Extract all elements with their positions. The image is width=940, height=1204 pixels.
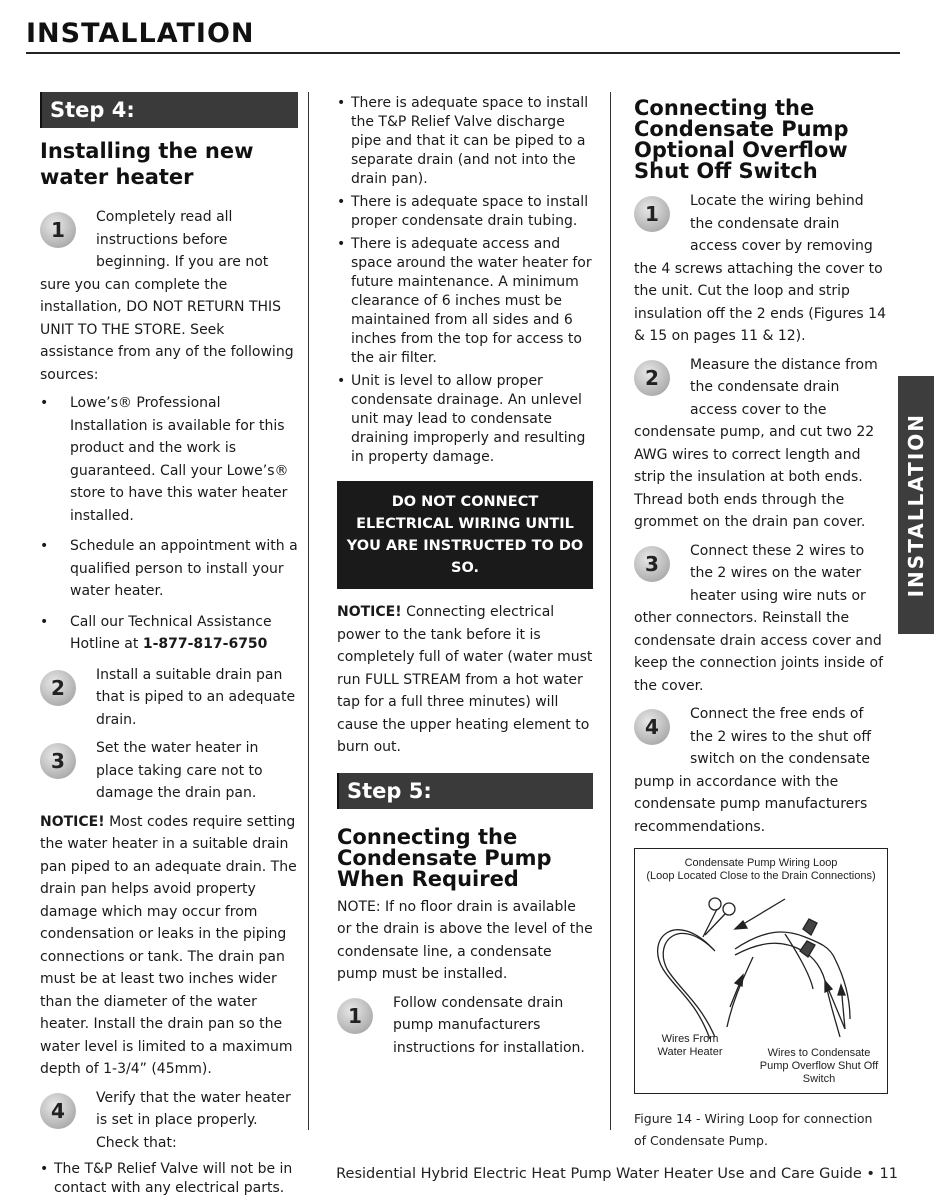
- list-item: • There is adequate access and space around the water heater for future maintenance. A minimum clearance of 6 inches must be maintained from all sides and 6 inches from the top for access to the air filter.: [337, 235, 593, 368]
- step-text: Locate the wiring behind the condensate drain access cover by removing the 4 screws attaching the cover to the unit. Cut the loop and strip insulation off the 2 ends (Figures 14 & 15 on pages 11 & 12).: [634, 193, 886, 344]
- figure-caption: Figure 14 - Wiring Loop for connection of Condensate Pump.: [634, 1111, 873, 1148]
- list-item: • There is adequate space to install the T&P Relief Valve discharge pipe and that it can be piped to a separate drain (and not into the drain pan).: [337, 94, 593, 189]
- list-item: • Unit is level to allow proper condensate drainage. An unlevel unit may lead to condensate draining improperly and resulting in property damage.: [337, 372, 593, 467]
- step-text: Connect these 2 wires to the 2 wires on the water heater using wire nuts or other connectors. Reinstall the condensate drain access cover and keep the connection joints inside of the cover.: [634, 542, 884, 694]
- number-badge-icon: 1: [634, 196, 670, 232]
- number-badge-icon: 4: [40, 1093, 76, 1129]
- notice-label: NOTICE!: [40, 813, 105, 830]
- step-text: Set the water heater in place taking care not to damage the drain pan.: [96, 740, 263, 801]
- number-badge-icon: 2: [634, 360, 670, 396]
- figure-label-right: Wires to Condensate Pump Overflow Shut Off Switch: [759, 1047, 879, 1085]
- hotline-phone: 1-877-817-6750: [142, 636, 268, 652]
- assistance-list: [40, 392, 298, 656]
- section-title-installing: Installing the new water heater: [40, 139, 254, 189]
- column-1: [40, 92, 298, 1204]
- list-item: • Schedule an appointment with a qualified person to install your water heater.: [40, 535, 298, 603]
- check-list-continued: [337, 94, 593, 467]
- figure-label-left: Wires From Water Heater: [657, 1033, 723, 1058]
- wiring-loop-figure: [634, 848, 888, 1094]
- column-2: [337, 92, 593, 1065]
- hotline-text: Call our Technical Assistance Hotline at: [70, 613, 272, 652]
- notice-label: NOTICE!: [337, 604, 402, 620]
- step-item-2: [40, 664, 298, 732]
- step-text: Connect the free ends of the 2 wires to the shut off switch on the condensate pump in accordance with the condensate pump manufacturers recommendations.: [634, 706, 872, 835]
- column-3: [634, 92, 888, 1152]
- step-text: Follow condensate drain pump manufacturers instructions for installation.: [393, 994, 585, 1056]
- number-badge-icon: 2: [40, 670, 76, 706]
- number-badge-icon: 1: [40, 212, 76, 248]
- step-item-4: [40, 1087, 298, 1155]
- number-badge-icon: 3: [634, 546, 670, 582]
- note-paragraph: NOTE: If no floor drain is available or the drain is above the level of the condensate line, a condensate pump must be installed.: [337, 898, 593, 982]
- step-text: Measure the distance from the condensate drain access cover to the condensate pump, and cut two 22 AWG wires to correct length and strip the insulation at both ends. Thread both ends through the grommet on the drain pan cover.: [634, 356, 878, 530]
- notice-paragraph: [337, 601, 593, 759]
- section-title-overflow-switch: Connecting the Condensate Pump Optional Overflow Shut Off Switch: [634, 96, 849, 183]
- figure-title: [635, 857, 887, 883]
- step-item-3: [634, 540, 888, 698]
- step-item-2: [634, 354, 888, 534]
- number-badge-icon: 4: [634, 709, 670, 745]
- section-title-condensate-pump: Connecting the Condensate Pump When Required: [337, 824, 552, 891]
- step-4-banner: Step 4:: [40, 92, 298, 128]
- side-tab-installation: [898, 376, 934, 634]
- list-item: [40, 611, 298, 656]
- notice-text: Most codes require setting the water heater in a suitable drain pan piped to an adequate drain. The drain pan helps avoid property damage which may occur from condensation or leaks in the piping connections or tank. The drain pan must be at least two inches wider than the diameter of the water heater. Install the drain pan so the water level is limited to a maximum depth of 1-3/4” (45mm).: [40, 813, 297, 1077]
- step-item-4: [634, 703, 888, 838]
- side-tab-label: INSTALLATION: [904, 412, 928, 598]
- figure-title-line-1: Condensate Pump Wiring Loop: [684, 857, 838, 869]
- step-item-1: [40, 206, 298, 386]
- step-text: Verify that the water heater is set in place properly. Check that:: [96, 1089, 291, 1151]
- figure-title-line-2: (Loop Located Close to the Drain Connections): [646, 870, 876, 882]
- list-item: • The T&P Relief Valve will not be in contact with any electrical parts.: [40, 1160, 298, 1198]
- page-footer: Residential Hybrid Electric Heat Pump Water Heater Use and Care Guide • 11: [336, 1166, 898, 1182]
- notice-paragraph: [40, 811, 298, 1081]
- list-item: • There is adequate space to install proper condensate drain tubing.: [337, 193, 593, 231]
- list-item: • Lowe’s® Professional Installation is available for this product and the work is guaranteed. Call your Lowe’s® store to have this water heater installed.: [40, 392, 298, 527]
- notice-text: Connecting electrical power to the tank before it is completely full of water (water must run FULL STREAM from a hot water tap for a full three minutes) will cause the upper heating element to burn out.: [337, 604, 593, 755]
- step-item-1: [634, 190, 888, 348]
- page-heading: INSTALLATION: [26, 18, 255, 49]
- wiring-warning-box: DO NOT CONNECT ELECTRICAL WIRING UNTIL YOU ARE INSTRUCTED TO DO SO.: [337, 481, 593, 589]
- step-text: Completely read all instructions before beginning. If you are not sure you can complete the installation, DO NOT RETURN THIS UNIT TO THE STORE. Seek assistance from any of the following sources:: [40, 209, 294, 383]
- step-5-banner: Step 5:: [337, 773, 593, 809]
- check-list: [40, 1160, 298, 1198]
- scissors-icon: [703, 898, 735, 937]
- step-item-1: [337, 992, 593, 1060]
- step-text: Install a suitable drain pan that is piped to an adequate drain.: [96, 666, 296, 728]
- number-badge-icon: 1: [337, 998, 373, 1034]
- step-item-3: [40, 737, 298, 805]
- heading-rule: [26, 52, 900, 54]
- number-badge-icon: 3: [40, 743, 76, 779]
- column-divider: [610, 92, 611, 1130]
- column-divider: [308, 92, 309, 1130]
